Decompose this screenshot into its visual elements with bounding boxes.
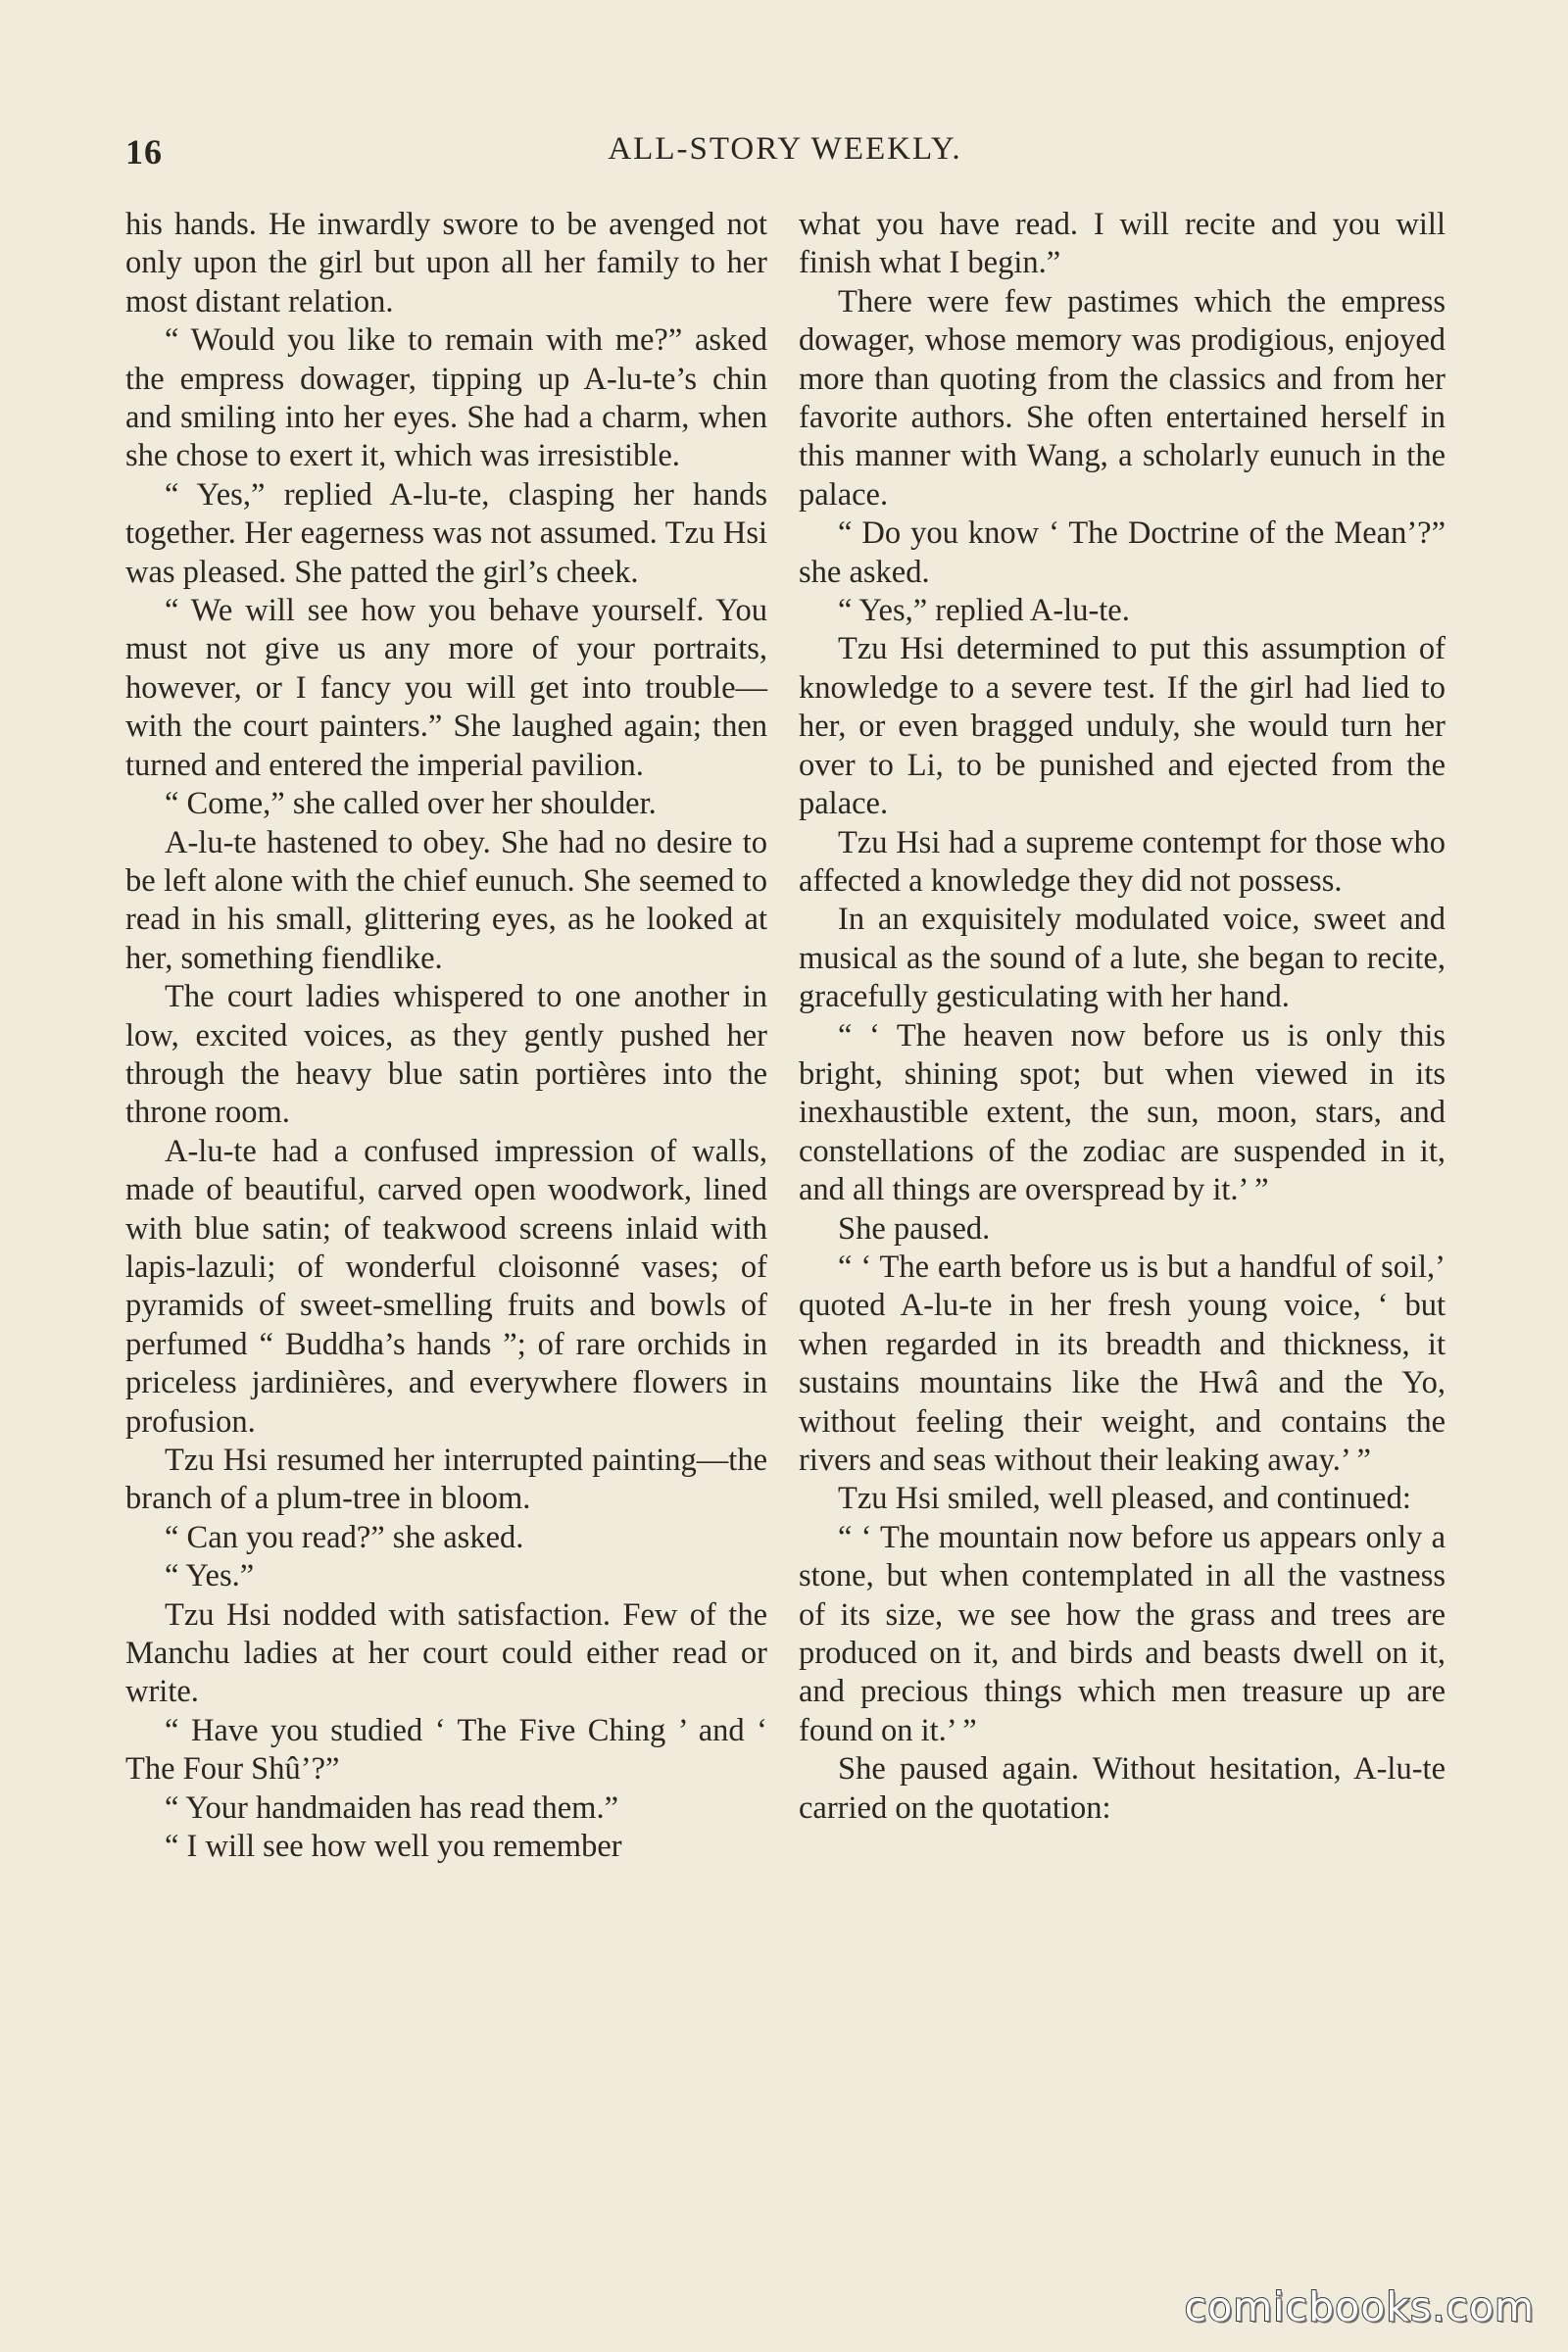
paragraph: “ Would you like to remain with me?” asked the empress dowager, tipping up A-lu-te’s chin and smiling into her eyes. She had a charm, when she chose to exert it, which was irresistible. xyxy=(125,322,767,474)
paragraph: “ Yes.” xyxy=(165,1558,255,1594)
paragraph: what you have read. I will recite and you will finish what I begin.” xyxy=(799,207,1446,281)
paragraph: “ Yes,” replied A-lu-te. xyxy=(838,593,1130,629)
paragraph: “ I will see how well you remember xyxy=(165,1829,622,1865)
magazine-title: ALL-STORY WEEKLY. xyxy=(608,131,962,167)
paragraph: In an exquisitely modulated voice, sweet and musical as the sound of a lute, she began to recite, gracefully gesticulating with her hand. xyxy=(799,902,1446,1015)
paragraph: Tzu Hsi had a supreme contempt for those who affected a knowledge they did not possess. xyxy=(799,824,1446,899)
paragraph: “ Do you know ‘ The Doctrine of the Mean’?” she asked. xyxy=(799,515,1446,590)
paragraph: A-lu-te hastened to obey. She had no desire to be left alone with the chief eunuch. She seemed to read in his small, glittering eyes, as he looked at her, something fiendlike. xyxy=(125,824,767,976)
right-text-column xyxy=(799,206,1446,1828)
paragraph: The court ladies whispered to one another in low, excited voices, as they gently pushed her through the heavy blue satin portières into the throne room. xyxy=(125,979,767,1131)
watermark-logo: comicbooks.com xyxy=(1184,2283,1535,2330)
paragraph: “ Your handmaiden has read them.” xyxy=(165,1789,618,1826)
paragraph: Tzu Hsi determined to put this assumption of knowledge to a severe test. If the girl had lied to her, or even bragged unduly, she would turn her over to Li, to be punished and ejected from the palace. xyxy=(799,631,1446,822)
paragraph: “ Have you studied ‘ The Five Ching ’ and ‘ The Four Shû’?” xyxy=(125,1712,767,1788)
paragraph: “ Yes,” replied A-lu-te, clasping her hands together. Her eagerness was not assumed. Tzu Hsi was pleased. She patted the girl’s cheek. xyxy=(125,476,767,590)
paragraph: Tzu Hsi smiled, well pleased, and continued: xyxy=(838,1481,1411,1517)
paragraph: A-lu-te had a confused impression of walls, made of beautiful, carved open woodwork, lined with blue satin; of teakwood screens inlaid with lapis-lazuli; of wonderful cloisonné vases; of pyramids of sweet-smelling fruits and bowls of perfumed “ Buddha’s hands ”; of rare orchids in priceless jardinières, and everywhere flowers in profusion. xyxy=(125,1133,767,1440)
paragraph: “ Can you read?” she asked. xyxy=(165,1519,524,1555)
paragraph: “ ‘ The mountain now before us appears only a stone, but when contemplated in all the vastness of its size, we see how the grass and trees are produced on it, and birds and beasts dwell on it, and precious things which men treasure up are found on it.’ ” xyxy=(799,1519,1446,1748)
running-head xyxy=(125,131,1445,178)
paragraph: “ We will see how you behave yourself. You must not give us any more of your portraits, however, or I fancy you will get into trouble—with the court painters.” She laughed again; then turned and entered the imperial pavilion. xyxy=(125,593,767,783)
paragraph: Tzu Hsi resumed her interrupted painting—the branch of a plum-tree in bloom. xyxy=(125,1443,767,1517)
page-number: 16 xyxy=(125,132,163,172)
paragraph: She paused again. Without hesitation, A-lu-te carried on the quotation: xyxy=(799,1751,1446,1826)
paragraph: Tzu Hsi nodded with satisfaction. Few of the Manchu ladies at her court could either read or write. xyxy=(125,1596,767,1710)
left-text-column xyxy=(125,206,767,1866)
paragraph: “ ‘ The earth before us is but a handful of soil,’ quoted A-lu-te in her fresh young voice, ‘ but when regarded in its breadth and thickness, it sustains mountains like the Hwâ and the Yo, without feeling their weight, and contains the rivers and seas without their leaking away.’ ” xyxy=(799,1249,1446,1478)
paragraph: She paused. xyxy=(838,1210,991,1247)
paragraph: “ ‘ The heaven now before us is only this bright, shining spot; but when viewed in its inexhaustible extent, the sun, moon, stars, and constellations of the zodiac are suspended in it, and all things are overspread by it.’ ” xyxy=(799,1017,1446,1208)
paragraph: his hands. He inwardly swore to be avenged not only upon the girl but upon all her family to her most distant relation. xyxy=(125,207,767,319)
paragraph: “ Come,” she called over her shoulder. xyxy=(165,786,657,822)
paragraph: There were few pastimes which the empress dowager, whose memory was prodigious, enjoyed more than quoting from the classics and from her favorite authors. She often entertained herself in this manner with Wang, a scholarly eunuch in the palace. xyxy=(799,283,1446,513)
